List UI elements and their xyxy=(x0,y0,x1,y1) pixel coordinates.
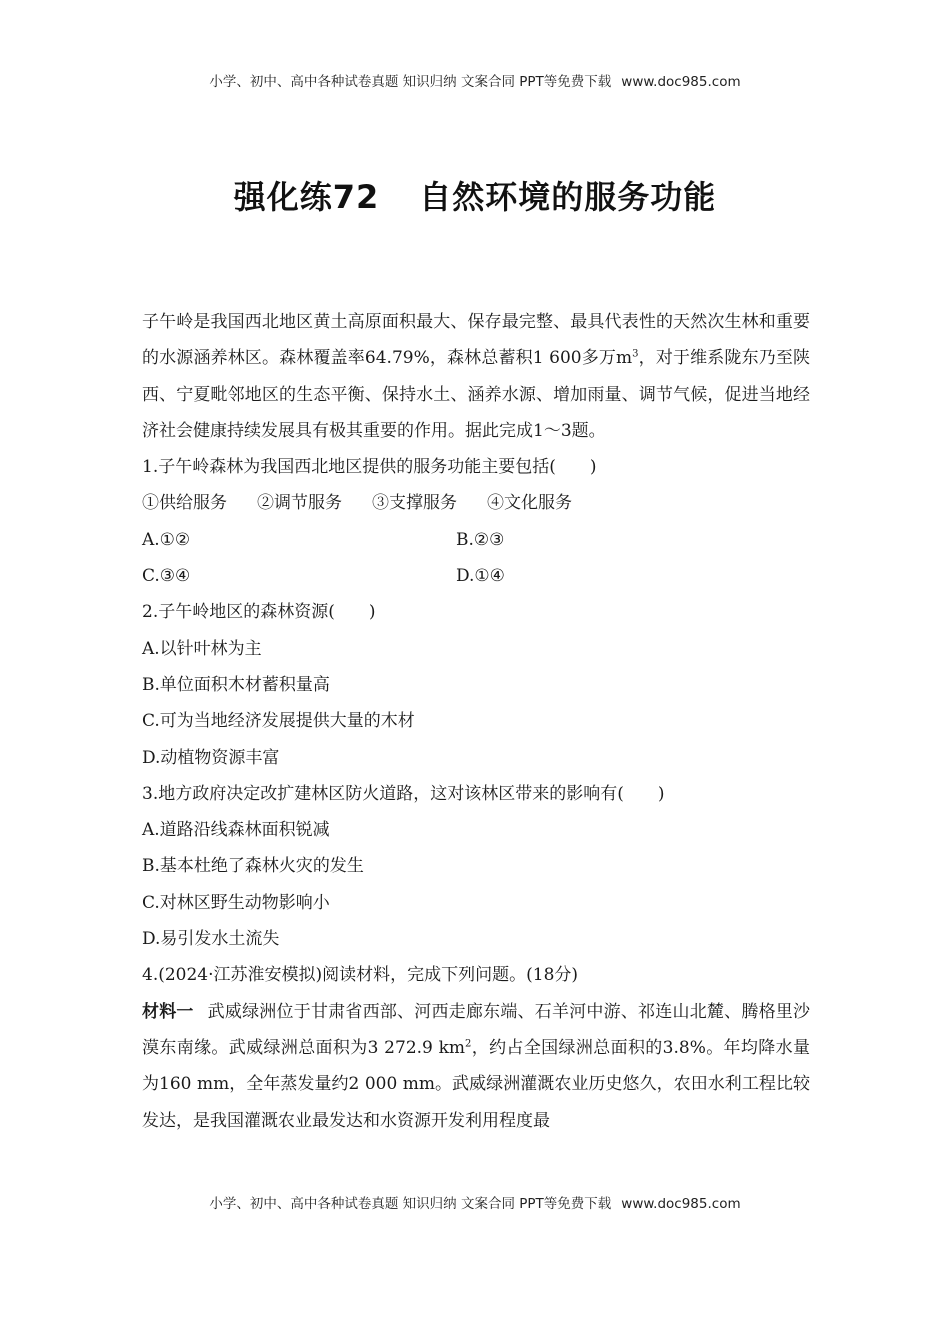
title-topic: 自然环境的服务功能 xyxy=(419,178,717,216)
q3-option-c: C.对林区野生动物影响小 xyxy=(142,892,330,913)
q2-option-d: D.动植物资源丰富 xyxy=(142,747,280,768)
q1-choice-2: ②调节服务 xyxy=(257,493,342,514)
q3-option-a: A.道路沿线森林面积锐减 xyxy=(142,820,330,841)
material-label: 材料一 xyxy=(142,1001,194,1022)
q4-material-1: 材料一 武威绿洲位于甘肃省西部、河西走廊东端、石羊河中游、祁连山北麓、腾格里沙漠东南缘。武威绿洲总面积为3 272.9 $km^2$，约占全国绿洲总面积的3.8%。年均降水量为160 mm，全年蒸发量约2 000 mm。武威绿洲灌溉农业历史悠久，农田水利工程比较发达，是我国灌溉农业最发达和水资源开发利用程度最 xyxy=(142,1001,811,1131)
q1-choice-1: ①供给服务 xyxy=(142,493,227,514)
q1-option-a: A.①② xyxy=(142,529,191,550)
q4-stem: 4.(2024·江苏淮安模拟)阅读材料，完成下列问题。(18分) xyxy=(142,965,579,986)
q3-option-b: B.基本杜绝了森林火灾的发生 xyxy=(142,856,364,877)
document-body xyxy=(142,304,810,1139)
q1-choice-list xyxy=(142,485,810,521)
q1-option-d: D.①④ xyxy=(456,566,505,587)
q1-options-row-1 xyxy=(142,522,810,558)
header-text: 小学、初中、高中各种试卷真题 知识归纳 文案合同 PPT等免费下载 xyxy=(209,74,612,90)
q2-stem: 2.子午岭地区的森林资源( ) xyxy=(142,602,376,623)
header-site-link[interactable]: www.doc985.com xyxy=(621,74,741,90)
intro-paragraph: 子午岭是我国西北地区黄土高原面积最大、保存最完整、最具代表性的天然次生林和重要的水源涵养林区。森林覆盖率64.79%，森林总蓄积1 600多万$m^3$，对于维系陇东乃至陕西、宁夏毗邻地区的生态平衡、保持水土、涵养水源、增加雨量、调节气候，促进当地经济社会健康持续发展具有极其重要的作用。据此完成1～3题。 xyxy=(142,312,811,441)
title-number: 强化练72 xyxy=(233,178,380,216)
q3-option-d: D.易引发水土流失 xyxy=(142,929,280,950)
q3-stem: 3.地方政府决定改扩建林区防火道路，这对该林区带来的影响有( ) xyxy=(142,783,665,804)
page-title xyxy=(0,172,950,218)
footer-site-link[interactable]: www.doc985.com xyxy=(621,1196,741,1212)
q2-option-c: C.可为当地经济发展提供大量的木材 xyxy=(142,711,415,732)
q1-option-b: B.②③ xyxy=(456,529,505,550)
q1-option-c: C.③④ xyxy=(142,566,191,587)
footer-text: 小学、初中、高中各种试卷真题 知识归纳 文案合同 PPT等免费下载 xyxy=(209,1196,612,1212)
q2-option-a: A.以针叶林为主 xyxy=(142,638,262,659)
q1-stem: 1.子午岭森林为我国西北地区提供的服务功能主要包括( ) xyxy=(142,457,597,478)
q1-choice-4: ④文化服务 xyxy=(487,493,572,514)
page-footer xyxy=(0,1192,950,1212)
q2-option-b: B.单位面积木材蓄积量高 xyxy=(142,674,330,695)
page-header xyxy=(0,70,950,90)
q1-choice-3: ③支撑服务 xyxy=(372,493,457,514)
q1-options-row-2 xyxy=(142,558,810,594)
